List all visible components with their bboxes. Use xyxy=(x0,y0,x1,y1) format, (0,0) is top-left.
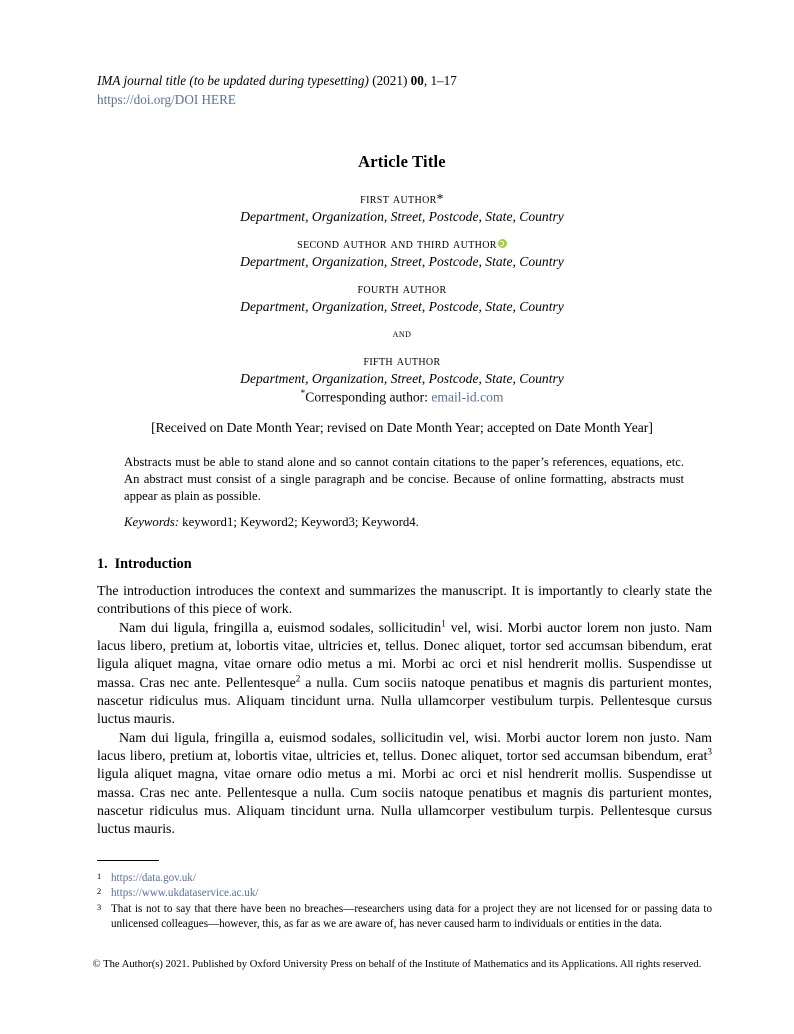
footnote-list xyxy=(97,871,712,932)
article-title: Article Title xyxy=(358,152,446,171)
section-number: 1. xyxy=(97,556,108,572)
corresponding-author-line xyxy=(97,386,707,406)
footnote-link-1[interactable]: https://data.gov.uk/ xyxy=(111,872,196,884)
author-name-4 xyxy=(97,352,707,370)
footnote-text-3: That is not to say that there have been no breaches—researchers using data for a project they are not licensed for or passing data to unlicensed colleagues—however, this, as far as we are aware of, has never caused harm to individuals or entities in the data. xyxy=(111,902,712,930)
keywords-value: keyword1; Keyword2; Keyword3; Keyword4. xyxy=(178,515,419,529)
paragraph-1: The introduction introduces the context and summarizes the manuscript. It is importantly to clearly state the contributions of this piece of work. xyxy=(97,584,712,618)
journal-title: IMA journal title (to be updated during typesetting) xyxy=(97,73,369,88)
footnote-ref-1[interactable]: 1 xyxy=(441,618,446,629)
footnote-link-2[interactable]: https://www.ukdataservice.ac.uk/ xyxy=(111,887,259,900)
corresponding-asterisk: * xyxy=(300,389,306,399)
author-label-1: first author xyxy=(360,191,437,206)
section-title: Introduction xyxy=(114,556,192,572)
author-name-3 xyxy=(97,280,707,298)
author-label-4: fifth author xyxy=(363,353,441,368)
author-label-2: second author and third author xyxy=(297,236,497,251)
author-block xyxy=(97,190,707,406)
section-body-introduction xyxy=(97,583,712,840)
keywords-label: Keywords: xyxy=(124,515,179,529)
author-affiliation-2: Department, Organization, Street, Postcode, State, Country xyxy=(240,254,564,269)
author-affiliation-3: Department, Organization, Street, Postcode, State, Country xyxy=(240,299,564,314)
paragraph-2 xyxy=(97,620,712,730)
paragraph-3-part-b: ligula aliquet magna, vitae ornare odio metus a mi. Morbi ac orci et nisl hendrerit mollis. Suspendisse ut massa. Cras nec ante. Pellentesque a nulla. Cum sociis natoque penatibus et magnis dis parturient montes, nascetur ridiculus mus. Aliquam tincidunt urna. Nulla ullamcorper vestibulum turpis. Pellentesque cursus luctus mauris. xyxy=(97,767,712,838)
volume-number: 00 xyxy=(410,73,424,88)
section-heading-introduction xyxy=(97,556,712,573)
footnote-marker-3: 3 xyxy=(97,902,102,912)
footnote-ref-2[interactable]: 2 xyxy=(295,673,301,684)
orcid-icon[interactable] xyxy=(498,239,507,248)
abstract-text: Abstracts must be able to stand alone and so cannot contain citations to the paper’s references, equations, etc. An abstract must consist of a single paragraph and be concise. Because of online formatting, abstracts must appear as plain as possible. xyxy=(124,455,684,504)
author-affiliation-1: Department, Organization, Street, Postcode, State, Country xyxy=(240,209,564,224)
footnote-marker-1: 1 xyxy=(97,872,102,881)
corresponding-marker-1: * xyxy=(436,191,444,206)
running-head xyxy=(97,72,707,108)
author-affiliation-4: Department, Organization, Street, Postcode, State, Country xyxy=(240,371,564,386)
keywords-line xyxy=(124,514,684,531)
footnote-ref-3[interactable]: 3 xyxy=(707,746,712,757)
footnote-marker-2: 2 xyxy=(97,887,102,897)
received-dates-line: [Received on Date Month Year; revised on Date Month Year; accepted on Date Month Year] xyxy=(151,420,653,435)
corresponding-label: Corresponding author: xyxy=(305,389,432,405)
paragraph-2-part-c: a nulla. Cum sociis natoque penatibus et magnis dis parturient montes, nascetur ridiculus mus. Aliquam tincidunt urna. Nulla ullamcorper vestibulum turpis. Pellentesque cursus luctus mauris. xyxy=(97,675,712,728)
page-range: , 1–17 xyxy=(423,73,457,88)
paragraph-3-part-a: Nam dui ligula, fringilla a, euismod sodales, sollicitudin vel, wisi. Morbi auctor lorem non justo. Nam lacus libero, pretium at, lobortis vitae, ultricies et, tellus. Donec aliquet, tortor sed accumsan bibendum, erat xyxy=(97,730,712,765)
author-name-2 xyxy=(97,235,707,253)
copyright-notice: © The Author(s) 2021. Published by Oxford University Press on behalf of the Institute of Mathematics and its Applications. All rights reserved. xyxy=(92,959,702,970)
footnote-item-3 xyxy=(97,902,712,933)
publication-year: (2021) xyxy=(368,73,411,88)
paragraph-2-part-b: vel, wisi. Morbi auctor lorem non justo. Nam lacus libero, pretium at, lobortis vitae, ultricies et, tellus. Donec aliquet, tortor sed accumsan bibendum, erat ligula aliquet magna, vitae ornare odio metus a mi. Morbi ac orci et nisl hendrerit mollis. Suspendisse ut massa. Cras nec ante. Pellentesque xyxy=(97,620,712,691)
doi-link[interactable]: https://doi.org/DOI HERE xyxy=(97,92,236,107)
corresponding-email-link[interactable]: email-id.com xyxy=(431,389,504,405)
author-name-1 xyxy=(97,190,707,208)
paragraph-3 xyxy=(97,730,712,840)
author-label-3: fourth author xyxy=(357,281,447,296)
footnote-item-1 xyxy=(97,871,712,886)
paragraph-2-part-a: Nam dui ligula, fringilla a, euismod sodales, sollicitudin xyxy=(119,620,442,636)
author-and-separator: and xyxy=(392,327,412,340)
footnote-item-2 xyxy=(97,886,712,901)
footnote-separator-rule xyxy=(97,860,159,861)
